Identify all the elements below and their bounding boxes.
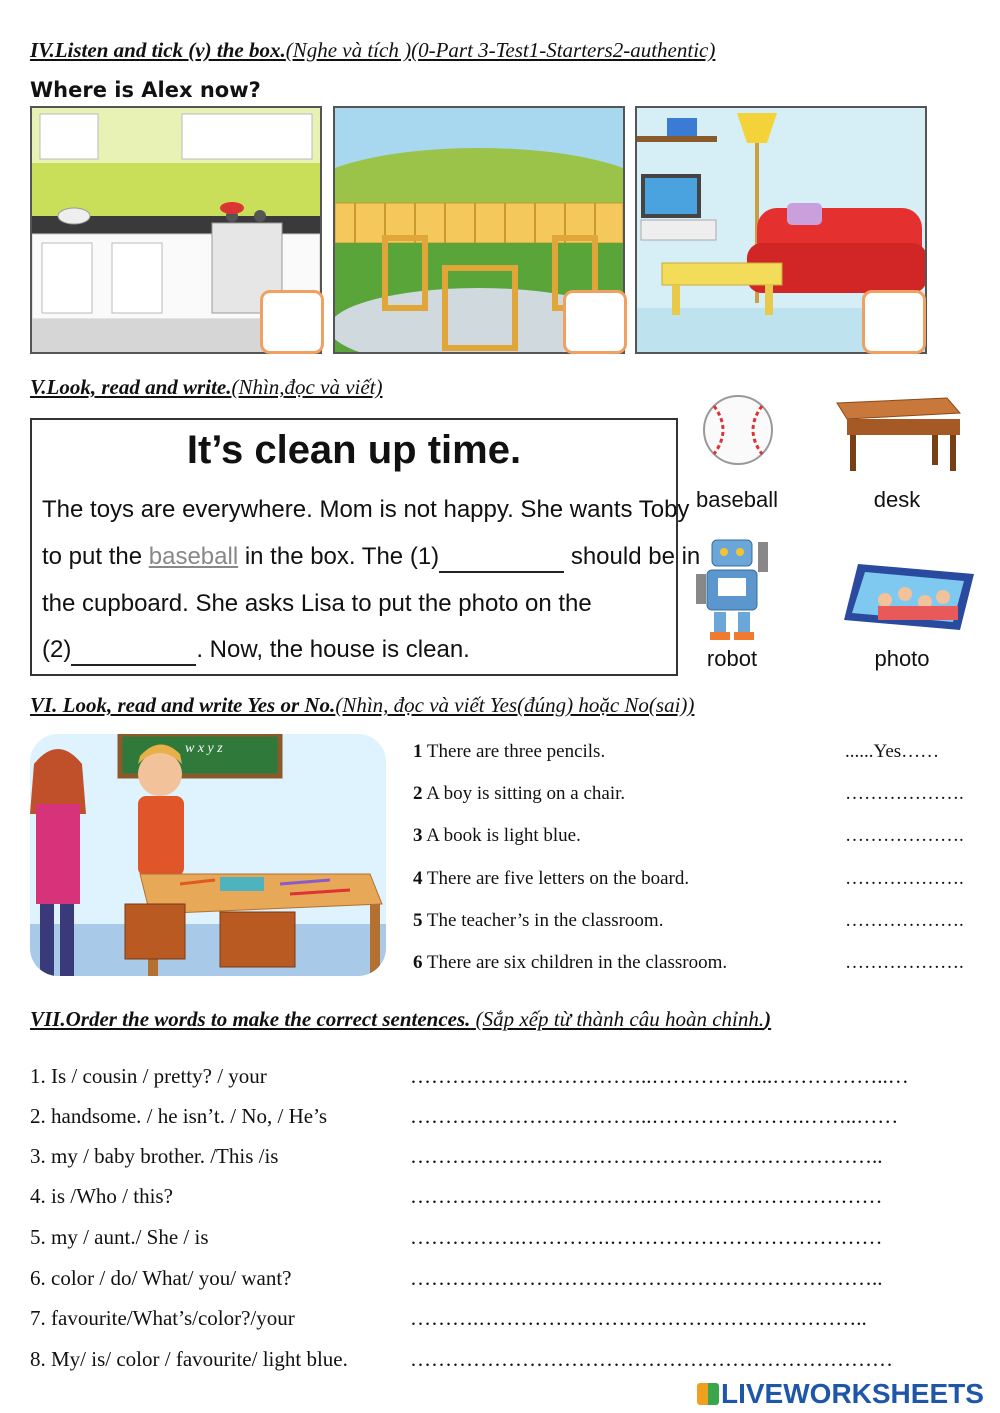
line-2-end: should be in: [564, 543, 701, 570]
section-4-title: IV.Listen and tick (v) the box.: [30, 38, 286, 62]
item-text: A book is light blue.: [426, 825, 581, 846]
item-text: The teacher’s in the classroom.: [426, 910, 664, 931]
item-number: 3: [413, 825, 423, 846]
example-answer: baseball: [148, 543, 239, 570]
reading-line-3: the cupboard. She asks Lisa to put the photo on the: [42, 590, 592, 617]
order-answer-7[interactable]: ……….………………………………………………..: [410, 1306, 867, 1330]
order-answer-3[interactable]: …………………………………………………………..: [410, 1144, 883, 1168]
order-item-8: 8. My/ is/ color / favourite/ light blue.: [30, 1347, 348, 1371]
line-4-end: . Now, the house is clean.: [196, 636, 470, 663]
section-6-heading: [30, 693, 694, 718]
reading-line-4: [42, 636, 470, 666]
photo-icon: [840, 562, 976, 632]
line-2-middle: in the box. The (1): [238, 543, 440, 570]
order-item-3: 3. my / baby brother. /This /is: [30, 1144, 279, 1168]
yes-no-item-6: [413, 952, 727, 974]
order-answer-1[interactable]: ……………………………..……………...……………..…: [410, 1064, 909, 1088]
vocab-photo: photo: [874, 646, 930, 671]
yes-no-item-1: [413, 741, 605, 763]
section-6-title: VI. Look, read and write Yes or No.: [30, 693, 336, 717]
desk-icon: [832, 393, 962, 473]
order-item-6: 6. color / do/ What/ you/ want?: [30, 1266, 292, 1290]
answer-field-2[interactable]: ……………….: [845, 783, 964, 804]
answer-field-6[interactable]: ……………….: [845, 952, 964, 973]
item-text: There are three pencils.: [426, 741, 606, 762]
order-item-1: 1. Is / cousin / pretty? / your: [30, 1064, 267, 1088]
yes-no-item-3: [413, 825, 581, 847]
board-letters: w x y z: [185, 741, 223, 756]
order-answer-6[interactable]: …………………………………………………………..: [410, 1266, 883, 1290]
section-7-note: (Sắp xếp từ thành câu hoàn chỉnh.: [475, 1007, 765, 1031]
item-number: 5: [413, 910, 423, 931]
vocab-robot: robot: [706, 646, 758, 671]
item-number: 6: [413, 952, 423, 973]
vocab-desk: desk: [873, 487, 921, 512]
section-4-question: Where is Alex now?: [30, 78, 261, 102]
answer-field-4[interactable]: ……………….: [845, 868, 964, 889]
tick-box-living-room[interactable]: [862, 290, 926, 354]
item-number: 2: [413, 783, 423, 804]
section-7-title: VII.Order the words to make the correct sentences.: [30, 1007, 471, 1031]
item-number: 4: [413, 868, 423, 889]
tick-box-kitchen[interactable]: [260, 290, 324, 354]
item-text: There are five letters on the board.: [426, 868, 690, 889]
order-answer-8[interactable]: ……………………………………………………………: [410, 1347, 893, 1371]
logo-text: LIVEWORKSHEETS: [721, 1378, 984, 1409]
order-answer-2[interactable]: ……………………………..………………….……..……: [410, 1104, 899, 1128]
section-5-title: V.Look, read and write.: [30, 375, 232, 399]
answer-blank-1[interactable]: [439, 543, 564, 573]
yes-no-item-5: [413, 910, 663, 932]
section-5-heading: [30, 375, 383, 400]
item-text: There are six children in the classroom.: [426, 952, 728, 973]
order-item-7: 7. favourite/What’s/color?/your: [30, 1306, 295, 1330]
vocab-baseball: baseball: [696, 487, 778, 512]
logo-mark-icon: [697, 1383, 719, 1405]
reading-line-2: [42, 543, 700, 573]
section-6-note: (Nhìn, đọc và viết Yes(đúng) hoặc No(sai)): [335, 693, 695, 717]
order-answer-4[interactable]: ………………………….….……………………………: [410, 1184, 883, 1208]
answer-field-1[interactable]: ......Yes……: [845, 741, 940, 762]
order-item-5: 5. my / aunt./ She / is: [30, 1225, 209, 1249]
line-2-start: to put the: [42, 543, 149, 570]
section-7-heading: [30, 1007, 771, 1032]
reading-line-1: The toys are everywhere. Mom is not happy. She wants Toby: [42, 496, 690, 523]
section-5-note: (Nhìn,đọc và viết): [231, 375, 383, 399]
order-item-4: 4. is /Who / this?: [30, 1184, 173, 1208]
section-4-note: (Nghe và tích )(0-Part 3-Test1-Starters2-authentic): [285, 38, 716, 62]
answer-blank-2[interactable]: [71, 636, 196, 666]
order-item-2: 2. handsome. / he isn’t. / No, / He’s: [30, 1104, 328, 1128]
answer-field-3[interactable]: ……………….: [845, 825, 964, 846]
classroom-picture: [30, 734, 386, 976]
line-4-start: (2): [42, 636, 72, 663]
answer-field-5[interactable]: ……………….: [845, 910, 964, 931]
section-7-close: ): [764, 1007, 772, 1031]
item-text: A boy is sitting on a chair.: [426, 783, 626, 804]
yes-no-item-2: [413, 783, 625, 805]
liveworksheets-logo[interactable]: [697, 1378, 984, 1410]
baseball-icon: [700, 392, 776, 468]
reading-box: [30, 418, 701, 676]
yes-no-item-4: [413, 868, 689, 890]
item-number: 1: [413, 741, 423, 762]
order-answer-5[interactable]: …………….………….…………………………………: [410, 1225, 883, 1249]
robot-icon: [692, 532, 774, 642]
tick-box-garden[interactable]: [563, 290, 627, 354]
section-4-heading: [30, 38, 715, 63]
reading-title: It’s clean up time.: [186, 428, 522, 472]
